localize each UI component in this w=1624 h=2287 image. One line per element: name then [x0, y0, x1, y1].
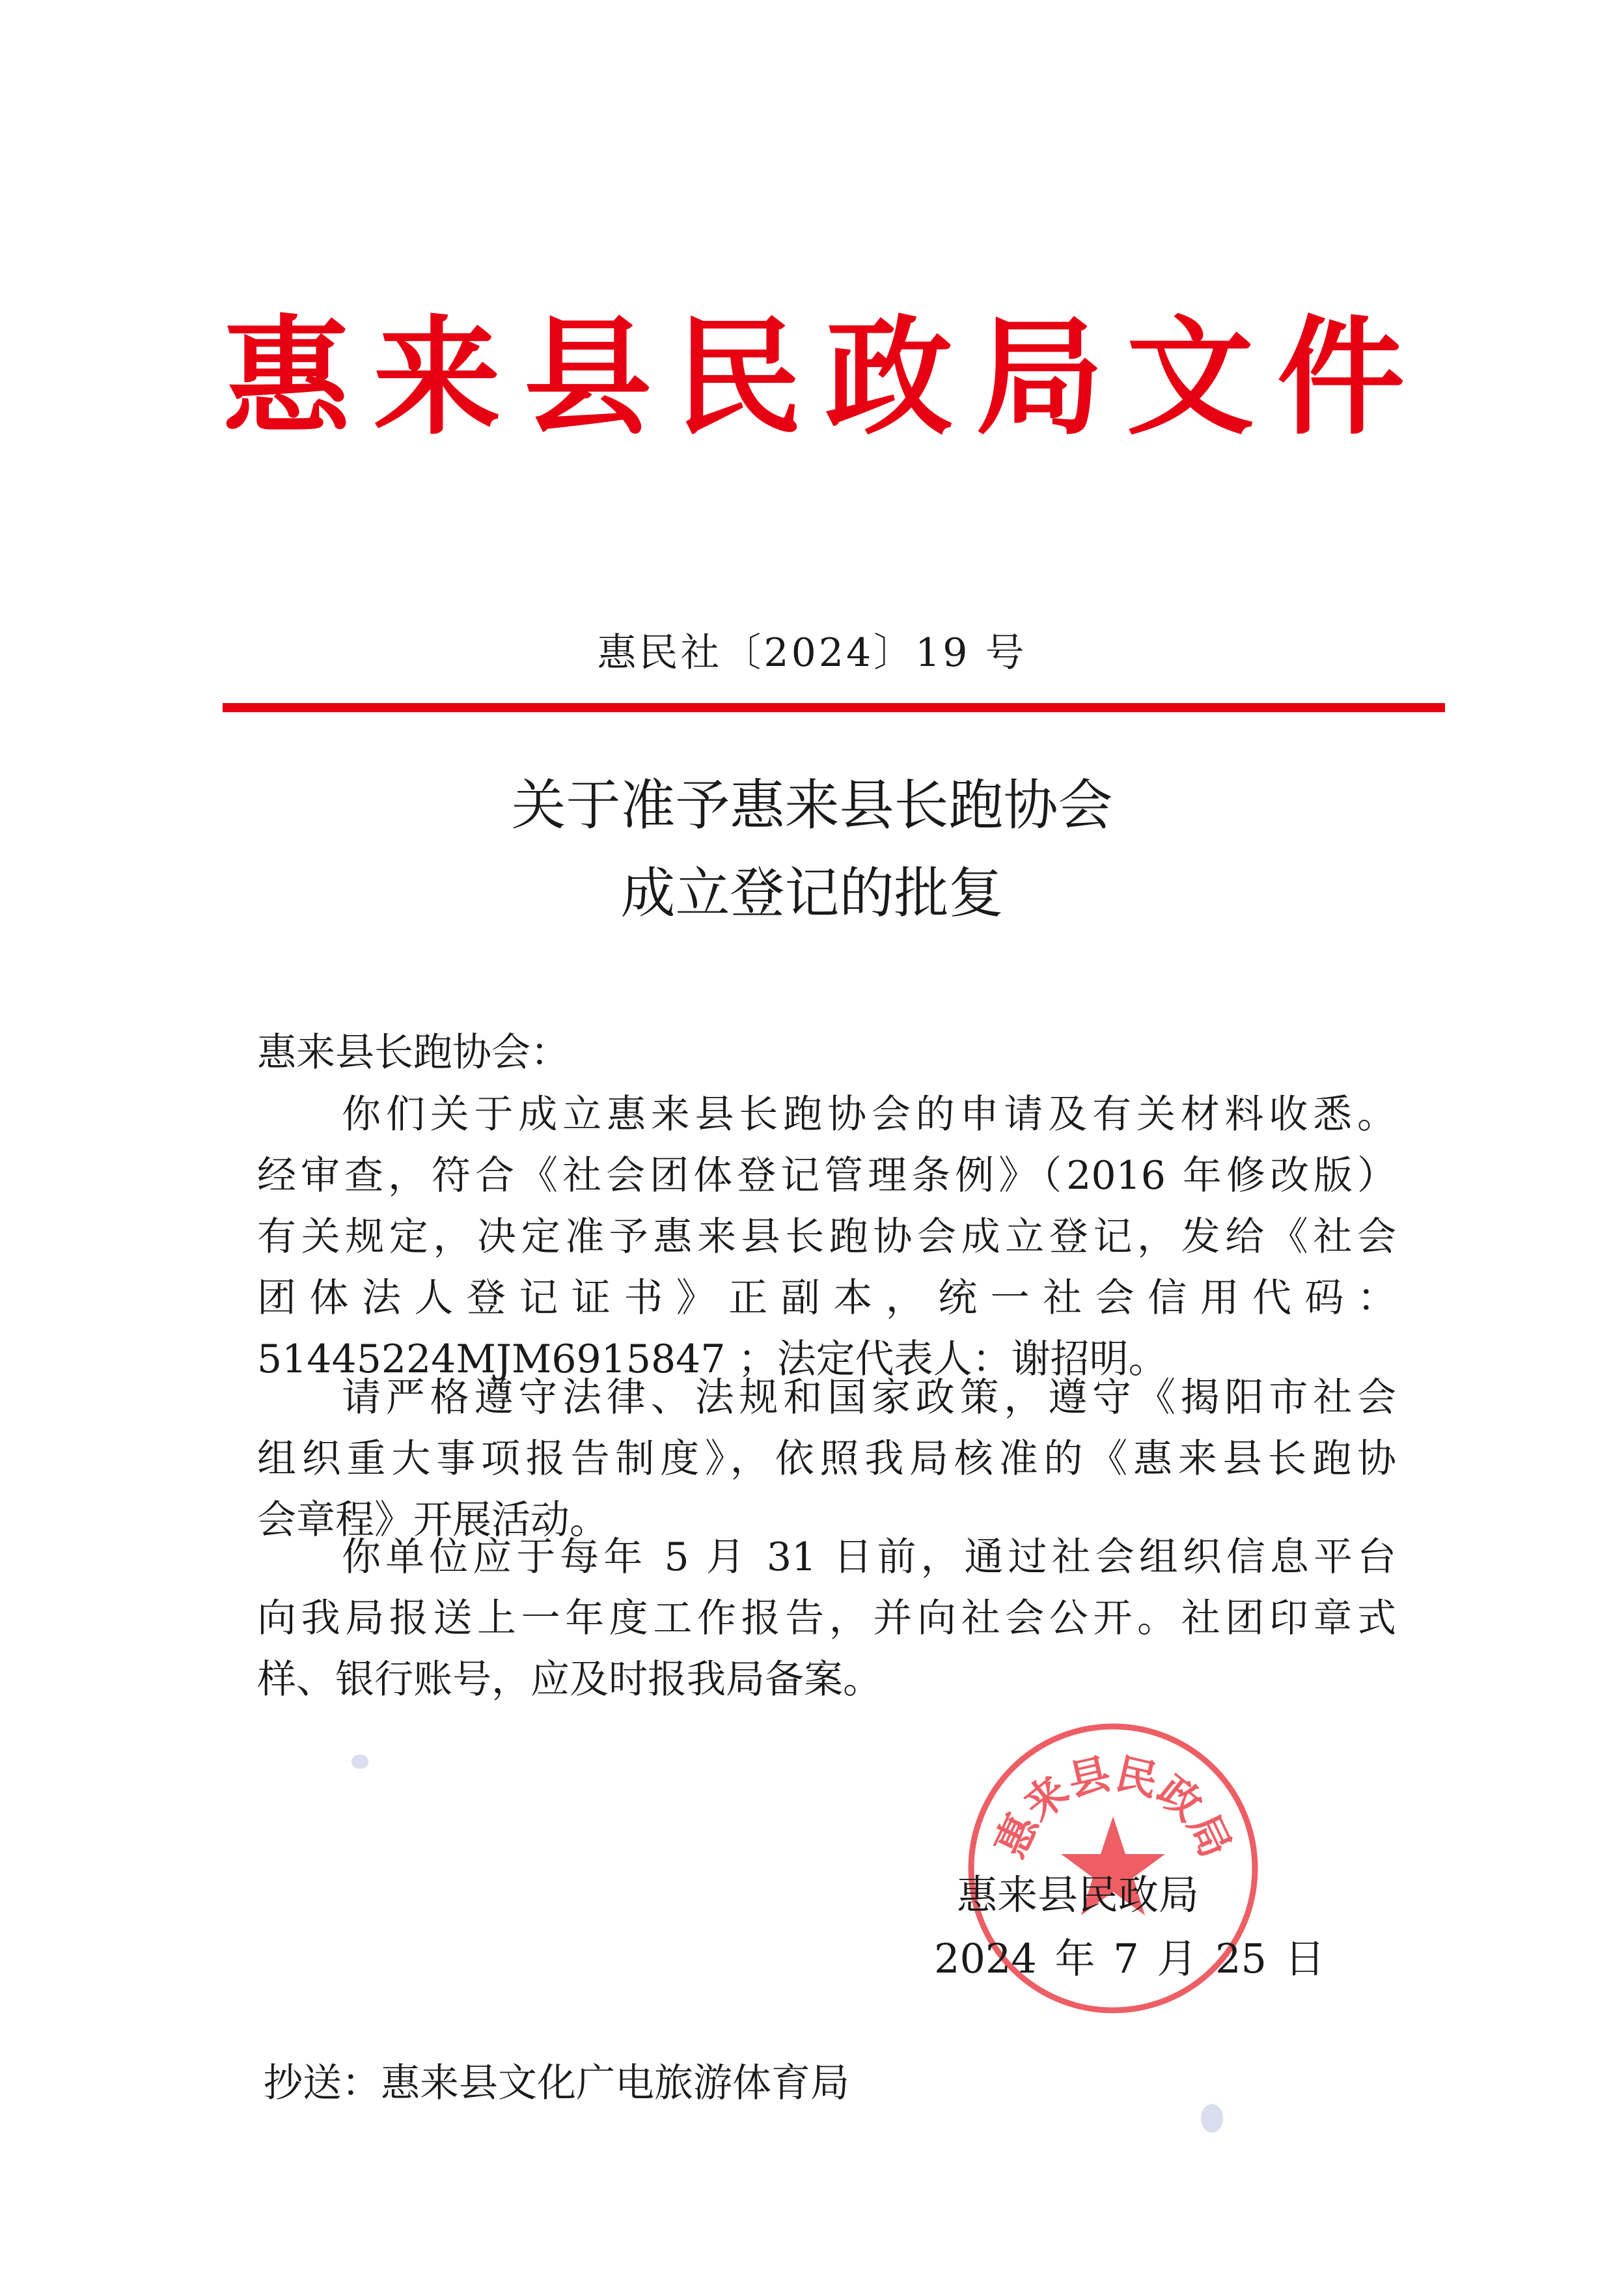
issue-date: 2024 年 7 月 25 日 — [934, 1935, 1325, 1982]
paragraph-2 — [257, 1367, 1396, 1551]
paragraph-1 — [257, 1084, 1396, 1390]
addressee-line: 惠来县长跑协会： — [257, 1030, 570, 1075]
paragraph-line: 样、银行账号，应及时报我局备案。 — [257, 1657, 882, 1702]
masthead-char: 文 — [1126, 303, 1254, 452]
issuing-organization: 惠来县民政局 — [957, 1871, 1200, 1919]
masthead-char: 民 — [674, 303, 803, 452]
masthead-char: 件 — [1276, 303, 1405, 452]
scan-smudge — [351, 1754, 368, 1769]
paragraph-line: 团体法人登记证书》正副本，统一社会信用代码： — [257, 1275, 1396, 1321]
scan-smudge — [1201, 2104, 1223, 2133]
masthead-char: 县 — [523, 303, 652, 452]
paragraph-line: 51445224MJM6915847 ；法定代表人：谢招明。 — [257, 1337, 1168, 1382]
masthead-char: 来 — [373, 303, 501, 452]
paragraph-3 — [257, 1527, 1396, 1710]
document-number: 惠民社〔2024〕19 号 — [597, 630, 1027, 676]
paragraph-line: 有关规定，决定准予惠来县长跑协会成立登记，发给《社会 — [257, 1214, 1396, 1260]
paragraph-line: 会章程》开展活动。 — [257, 1497, 609, 1543]
red-divider-line — [223, 703, 1445, 712]
paragraph-line: 你们关于成立惠来县长跑协会的申请及有关材料收悉。 — [342, 1092, 1396, 1137]
document-title-line-1: 关于准予惠来县长跑协会 — [511, 773, 1113, 837]
paragraph-line: 经审查，符合《社会团体登记管理条例》（2016 年修改版） — [257, 1153, 1396, 1199]
paragraph-line: 请严格遵守法律、法规和国家政策，遵守《揭阳市社会 — [342, 1375, 1396, 1421]
seal-arc-text: 惠来县民政局 — [985, 1749, 1241, 1865]
cc-line: 抄送：惠来县文化广电旅游体育局 — [264, 2060, 849, 2106]
masthead-char: 局 — [976, 303, 1104, 452]
document-title-line-2: 成立登记的批复 — [620, 861, 1004, 925]
paragraph-line: 你单位应于每年 5 月 31 日前，通过社会组织信息平台 — [342, 1534, 1396, 1580]
document-masthead — [221, 303, 1406, 452]
paragraph-line: 向我局报送上一年度工作报告，并向社会公开。社团印章式 — [257, 1596, 1396, 1641]
masthead-char: 政 — [825, 303, 953, 452]
addressee — [257, 1022, 1396, 1083]
masthead-char: 惠 — [222, 303, 350, 452]
paragraph-line: 组织重大事项报告制度》，依照我局核准的《惠来县长跑协 — [257, 1436, 1396, 1482]
